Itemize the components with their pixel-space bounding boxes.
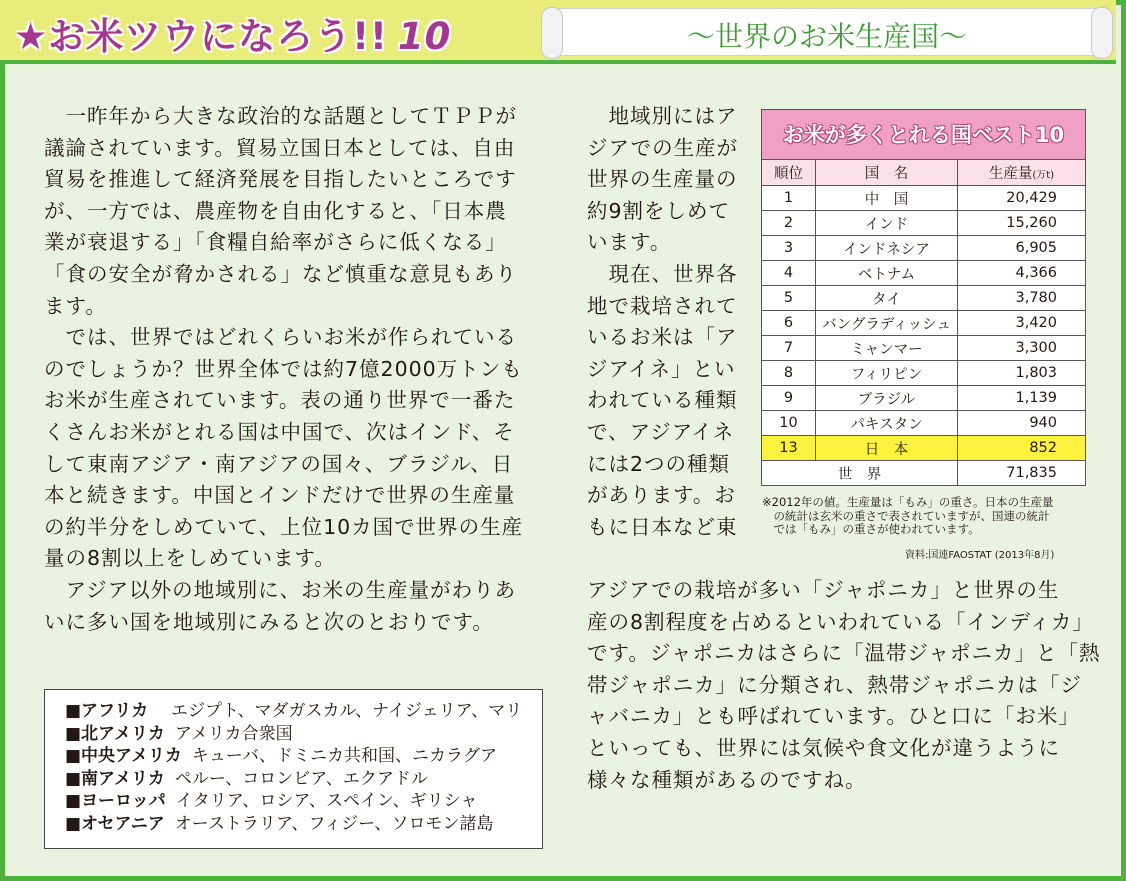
left-column-line: のでしょうか？世界全体では約7億2000万トンも bbox=[44, 356, 523, 381]
table-note bbox=[762, 496, 1102, 537]
cell-rank: 2 bbox=[762, 211, 816, 236]
middle-column-line: 約9割をしめて bbox=[587, 198, 731, 223]
table-note-line: の統計は玄米の重さで表されていますが、国連の統計 bbox=[762, 508, 1050, 523]
region-countries: アメリカ合衆国 bbox=[174, 723, 293, 744]
left-column-line: が、一方では、農産物を自由化すると、「日本農 bbox=[44, 198, 507, 223]
middle-column-line: があります。お bbox=[587, 483, 736, 508]
region-name: ■北アメリカ bbox=[65, 723, 165, 744]
cell-country: バングラディッシュ bbox=[816, 311, 958, 336]
region-countries: オーストラリア、フィジー、ソロモン諸島 bbox=[174, 813, 494, 834]
middle-column-line: いるお米は「ア bbox=[587, 325, 738, 350]
table-row bbox=[762, 236, 1086, 261]
cell-production: 940 bbox=[958, 411, 1086, 436]
cell-production: 3,300 bbox=[958, 336, 1086, 361]
cell-production: 4,366 bbox=[958, 261, 1086, 286]
cell-country: フィリピン bbox=[816, 361, 958, 386]
subtitle-scroll bbox=[548, 8, 1106, 56]
cell-country: インドネシア bbox=[816, 236, 958, 261]
cell-rank: 1 bbox=[762, 186, 816, 211]
region-row bbox=[65, 700, 542, 723]
region-name: ■南アメリカ bbox=[65, 768, 165, 789]
bottom-column-line: です。ジャポニカはさらに「温帯ジャポニカ」と「熱 bbox=[587, 641, 1101, 666]
series-title-text: ★お米ツウになろう!! bbox=[14, 15, 388, 58]
cell-country: ミャンマー bbox=[816, 336, 958, 361]
left-column-line: 量の8割以上をしめています。 bbox=[44, 546, 336, 571]
table-row bbox=[762, 311, 1086, 336]
table-title: お米が多くとれる国ベスト10 bbox=[761, 109, 1086, 159]
cell-production: 3,420 bbox=[958, 311, 1086, 336]
cell-country: パキスタン bbox=[816, 411, 958, 436]
cell-world-value: 71,835 bbox=[958, 461, 1086, 486]
regions-box bbox=[44, 689, 543, 849]
region-row bbox=[65, 790, 542, 813]
middle-column-line: 地域別にはア bbox=[587, 104, 738, 128]
cell-production: 6,905 bbox=[958, 236, 1086, 261]
table-row bbox=[762, 186, 1086, 211]
header-rank: 順位 bbox=[762, 160, 816, 186]
region-row bbox=[65, 813, 542, 836]
cell-country: タイ bbox=[816, 286, 958, 311]
middle-column-line: ジアイネ」とい bbox=[587, 356, 736, 381]
series-title bbox=[14, 6, 451, 56]
middle-column-line: もに日本など東 bbox=[587, 514, 738, 539]
table-row bbox=[762, 386, 1086, 411]
cell-rank: 10 bbox=[762, 411, 816, 436]
region-row bbox=[65, 768, 542, 791]
table-source: 資料:国連FAOSTAT (2013年8月) bbox=[905, 550, 1055, 561]
region-row bbox=[65, 745, 542, 768]
cell-country: 中 国 bbox=[816, 186, 958, 211]
cell-rank: 9 bbox=[762, 386, 816, 411]
rice-production-table bbox=[761, 109, 1086, 486]
left-column-line: 「食の安全が脅かされる」など慎重な意見もあり bbox=[44, 261, 517, 286]
left-column-line: 一昨年から大きな政治的な話題としてＴＰＰが bbox=[44, 104, 517, 128]
series-number: 10 bbox=[397, 15, 452, 58]
cell-country: 日 本 bbox=[816, 436, 958, 461]
left-column-line: の約半分をしめていて、上位10カ国で世界の生産 bbox=[44, 514, 524, 539]
table-row bbox=[762, 211, 1086, 236]
middle-column-line: 地で栽培されて bbox=[587, 293, 738, 318]
table-row bbox=[762, 286, 1086, 311]
header-production-label: 生産量 bbox=[988, 166, 1033, 182]
cell-rank: 13 bbox=[762, 436, 816, 461]
cell-world-label: 世 界 bbox=[762, 461, 958, 486]
left-column-text bbox=[44, 101, 523, 638]
table-row bbox=[762, 411, 1086, 436]
left-column-line: して東南アジア・南アジアの国々、ブラジル、日 bbox=[44, 451, 514, 476]
cell-country: ベトナム bbox=[816, 261, 958, 286]
region-name: ■ヨーロッパ bbox=[65, 791, 166, 811]
cell-production: 852 bbox=[958, 436, 1086, 461]
middle-column-line: います。 bbox=[587, 230, 672, 255]
bottom-column-line: ャバニカ」とも呼ばれています。ひと口に「お米」 bbox=[587, 704, 1080, 729]
left-column-line: では、世界ではどれくらいお米が作られている bbox=[44, 325, 517, 350]
bottom-column-line: アジアでの栽培が多い「ジャポニカ」と世界の生 bbox=[587, 578, 1060, 602]
cell-rank: 7 bbox=[762, 336, 816, 361]
table-row-japan bbox=[762, 436, 1086, 461]
table-row bbox=[762, 261, 1086, 286]
header-production bbox=[958, 160, 1086, 186]
article-subtitle: 〜世界のお米生産国〜 bbox=[686, 20, 967, 53]
header-country: 国 名 bbox=[816, 160, 958, 186]
table-row bbox=[762, 336, 1086, 361]
cell-production: 15,260 bbox=[958, 211, 1086, 236]
region-countries: ペルー、コロンビア、エクアドル bbox=[174, 768, 428, 789]
cell-production: 1,803 bbox=[958, 361, 1086, 386]
left-column-line: 議論されています。貿易立国日本としては、自由 bbox=[44, 135, 516, 160]
cell-rank: 3 bbox=[762, 236, 816, 261]
bottom-column-line: 産の8割程度を占めるといわれている「インディカ」 bbox=[587, 609, 1094, 634]
left-column-line: お米が生産されています。表の通り世界で一番た bbox=[44, 388, 516, 413]
cell-country: ブラジル bbox=[816, 386, 958, 411]
left-column-line: いに多い国を地域別にみると次のとおりです。 bbox=[44, 609, 494, 634]
region-countries: イタリア、ロシア、スペイン、ギリシャ bbox=[175, 791, 478, 811]
left-column-line: くさんお米がとれる国は中国で、次はインド、そ bbox=[44, 419, 515, 444]
cell-production: 20,429 bbox=[958, 186, 1086, 211]
middle-column-text bbox=[587, 101, 738, 543]
region-countries: キューバ、ドミニカ共和国、ニカラグア bbox=[191, 746, 498, 766]
table-row bbox=[762, 361, 1086, 386]
region-row bbox=[65, 723, 542, 746]
header-unit: (万t) bbox=[1032, 170, 1055, 181]
bottom-column-line: 様々な種類があるのですね。 bbox=[587, 767, 867, 792]
middle-column-line: には2つの種類 bbox=[587, 451, 731, 476]
cell-rank: 6 bbox=[762, 311, 816, 336]
cell-country: インド bbox=[816, 211, 958, 236]
region-countries: エジプト、マダガスカル、ナイジェリア、マリ bbox=[171, 701, 523, 721]
table-header-row bbox=[762, 160, 1086, 186]
middle-column-line: 現在、世界各 bbox=[587, 261, 738, 286]
cell-rank: 4 bbox=[762, 261, 816, 286]
bottom-column-line: 帯ジャポニカ」に分類され、熱帯ジャポニカは「ジ bbox=[587, 672, 1082, 697]
middle-column-line: で、アジアイネ bbox=[587, 419, 735, 444]
cell-rank: 8 bbox=[762, 361, 816, 386]
table-note-line: ※2012年の値。生産量は「もみ」の重さ。日本の生産量 bbox=[762, 495, 1054, 509]
table-row-world bbox=[762, 461, 1086, 486]
left-column-line: ます。 bbox=[44, 293, 107, 318]
cell-rank: 5 bbox=[762, 286, 816, 311]
middle-column-line: ジアでの生産が bbox=[587, 135, 739, 160]
region-name: ■アフリカ bbox=[65, 701, 149, 721]
cell-production: 3,780 bbox=[958, 286, 1086, 311]
cell-production: 1,139 bbox=[958, 386, 1086, 411]
left-column-line: 貿易を推進して経済発展を目指したいところです bbox=[44, 167, 517, 192]
bottom-column-line: といっても、世界には気候や食文化が違うように bbox=[587, 735, 1060, 760]
table-note-line: では「もみ」の重さが使われています。 bbox=[762, 522, 980, 536]
bottom-column-text bbox=[587, 575, 1101, 796]
region-name: ■オセアニア bbox=[65, 813, 165, 834]
region-name: ■中央アメリカ bbox=[65, 746, 182, 766]
left-column-line: アジア以外の地域別に、お米の生産量がわりあ bbox=[44, 577, 517, 602]
middle-column-line: 世界の生産量の bbox=[587, 167, 738, 192]
left-column-line: 本と続きます。中国とインドだけで世界の生産量 bbox=[44, 483, 516, 508]
middle-column-line: われている種類 bbox=[587, 388, 738, 413]
left-column-line: 業が衰退する」「食糧自給率がさらに低くなる」 bbox=[44, 230, 507, 255]
header-bar bbox=[0, 0, 1116, 64]
